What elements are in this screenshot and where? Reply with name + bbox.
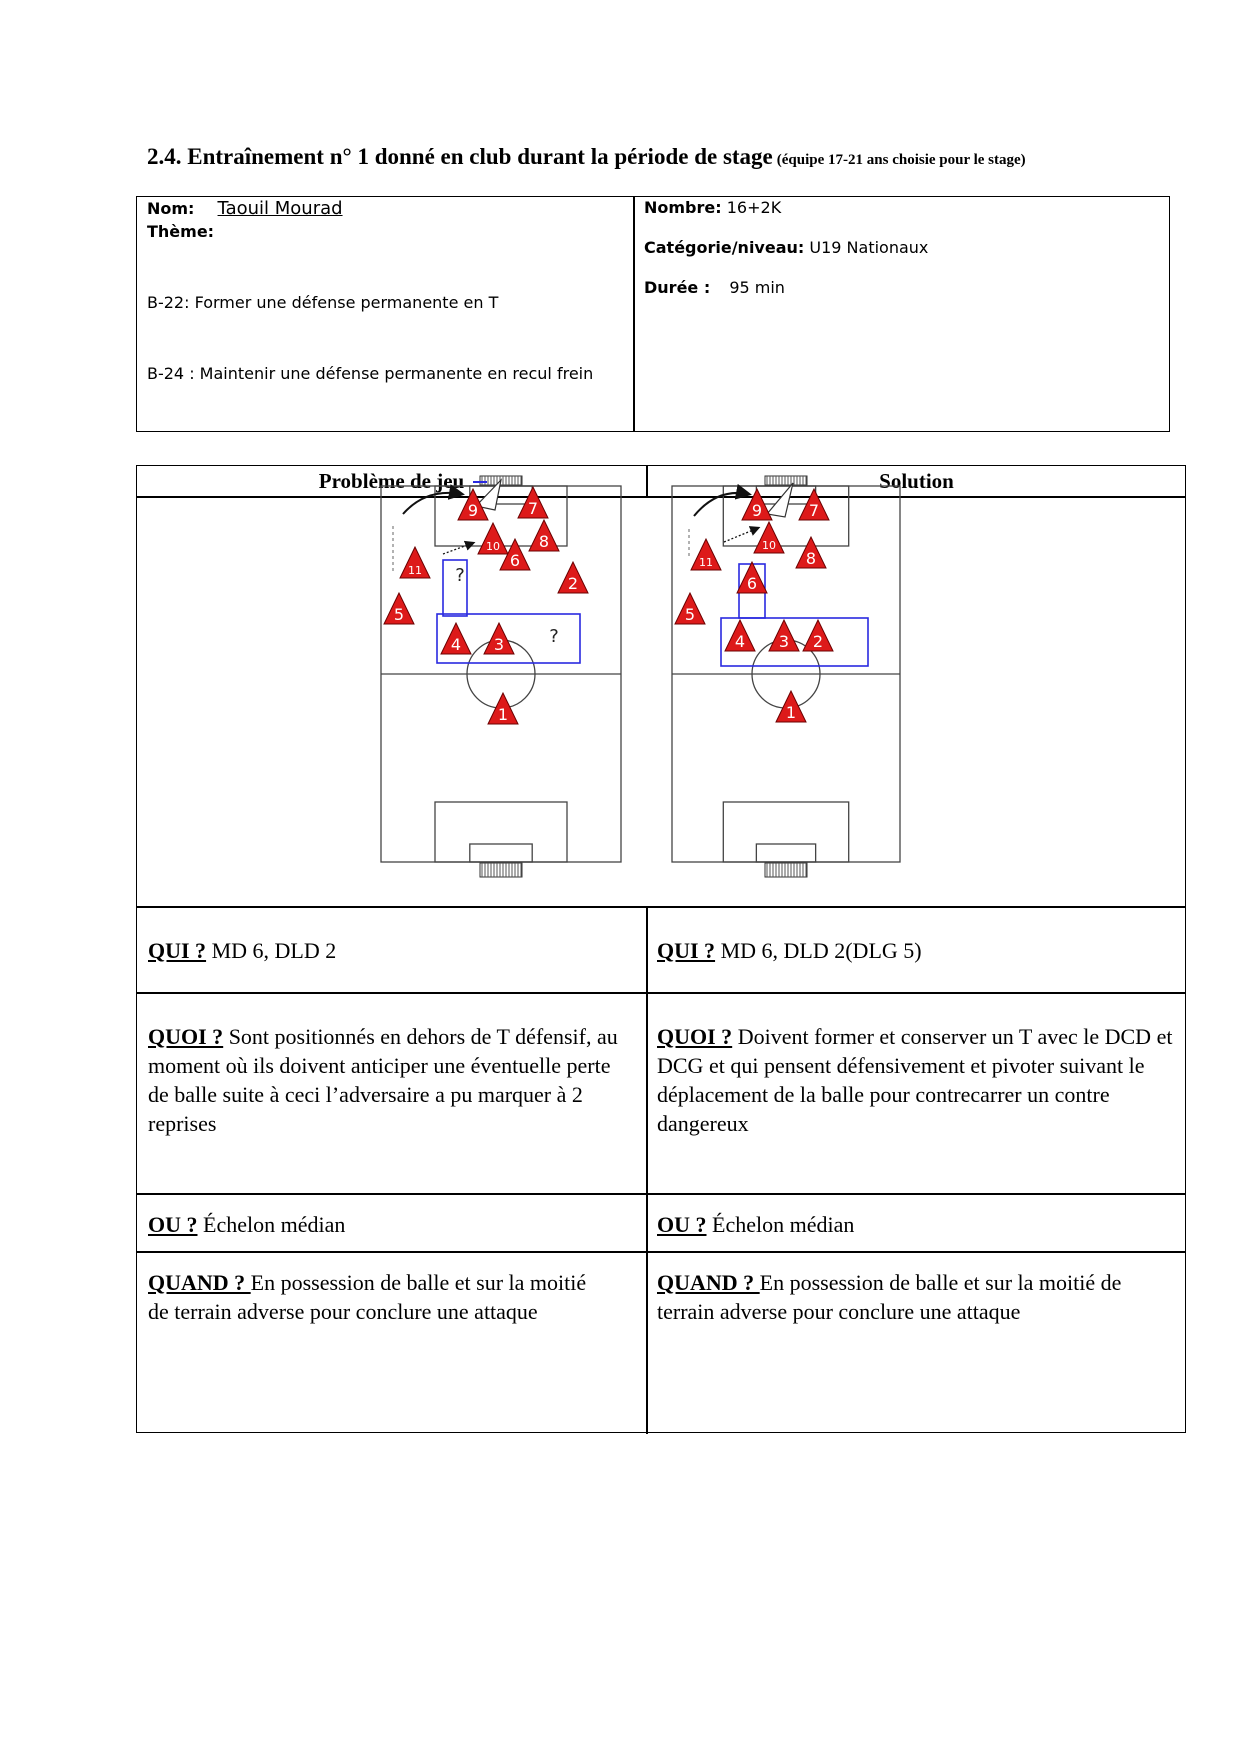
quand-label: QUAND ? <box>657 1270 760 1295</box>
player-8 <box>796 537 826 568</box>
nom-value: Taouil Mourad <box>217 198 343 219</box>
qui-label: QUI ? <box>148 938 207 963</box>
nom-label: Nom: <box>147 199 195 218</box>
player-10 <box>754 522 784 553</box>
question-mark: ? <box>549 626 559 647</box>
pass-curve <box>694 493 748 516</box>
player-8 <box>529 520 559 551</box>
svg-text:9: 9 <box>467 501 479 520</box>
dribble-arrow <box>724 528 758 542</box>
quoi-left: QUOI ? Sont positionnés en dehors de T défensif, au moment où ils doivent anticiper une éventuelle perte de balle suite à ceci l’adversaire a pu marquer à 2 reprises <box>148 1024 618 1136</box>
quand-right: QUAND ? En possession de balle et sur la moitié de terrain adverse pour conclure une attaque <box>657 1270 1122 1324</box>
section-title <box>147 144 1107 169</box>
pass-curve <box>403 493 461 514</box>
nombre-row <box>644 198 781 217</box>
shot-arrow <box>767 483 793 517</box>
quoi-right: QUOI ? Doivent former et conserver un T avec le DCD et DCG et qui pensent défensivement et pivoter suivant le déplacement de la balle pour contrecarrer un contre dangereux <box>657 1024 1173 1136</box>
quand-label: QUAND ? <box>148 1270 251 1295</box>
player-3 <box>769 620 799 651</box>
svg-text:9: 9 <box>751 501 763 520</box>
svg-text:1: 1 <box>497 705 509 724</box>
nombre-value: 16+2K <box>726 198 782 217</box>
svg-text:7: 7 <box>527 499 539 518</box>
quoi-label: QUOI ? <box>657 1024 733 1049</box>
svg-text:8: 8 <box>538 532 550 551</box>
player-1 <box>776 691 806 722</box>
player-1 <box>488 693 518 724</box>
nom-row <box>147 198 343 219</box>
svg-text:6: 6 <box>746 574 758 593</box>
qui-left: QUI ? MD 6, DLD 2 <box>148 938 337 963</box>
svg-text:2: 2 <box>567 574 579 593</box>
theme-item-1: B-22: Former une défense permanente en T <box>147 293 499 312</box>
ou-left: OU ? Échelon médian <box>148 1212 346 1237</box>
info-divider <box>633 197 635 431</box>
top-goal-net <box>765 476 807 485</box>
svg-text:4: 4 <box>734 632 746 651</box>
svg-text:8: 8 <box>805 549 817 568</box>
svg-text:7: 7 <box>808 501 820 520</box>
svg-text:3: 3 <box>493 635 505 654</box>
player-5 <box>384 593 414 624</box>
header-solution: Solution <box>879 469 954 493</box>
solution-diagram <box>662 476 918 878</box>
qui-label: QUI ? <box>657 938 716 963</box>
column-divider <box>646 906 648 1434</box>
dribble-arrow <box>443 543 473 554</box>
problem-diagram <box>381 476 623 878</box>
duree-row <box>644 278 785 297</box>
duree-label: Durée : <box>644 278 711 297</box>
bottom-goal-net <box>765 863 807 877</box>
player-10 <box>478 523 508 554</box>
svg-text:5: 5 <box>684 605 696 624</box>
svg-text:11: 11 <box>699 556 713 569</box>
bottom-penalty-box <box>723 802 848 862</box>
player-4 <box>441 623 471 654</box>
categorie-label: Catégorie/niveau: <box>644 238 805 257</box>
title-sub: (équipe 17-21 ans choisie pour le stage) <box>776 152 1026 168</box>
player-3 <box>484 623 514 654</box>
quoi-label: QUOI ? <box>148 1024 224 1049</box>
player-7 <box>518 487 548 518</box>
player-2 <box>558 562 588 593</box>
svg-text:10: 10 <box>762 539 776 552</box>
ou-label: OU ? <box>148 1212 198 1237</box>
ou-label: OU ? <box>657 1212 707 1237</box>
session-info-table <box>136 196 1170 432</box>
svg-text:6: 6 <box>509 551 521 570</box>
analysis-table <box>136 465 1186 1433</box>
bottom-goal-box <box>756 844 815 862</box>
bottom-goal-box <box>470 844 532 862</box>
player-11 <box>400 547 430 578</box>
theme-item-2: B-24 : Maintenir une défense permanente en recul frein <box>147 364 594 383</box>
player-11 <box>691 539 721 570</box>
nombre-label: Nombre: <box>644 198 722 217</box>
svg-text:3: 3 <box>778 632 790 651</box>
bottom-penalty-box <box>435 802 567 862</box>
player-4 <box>725 620 755 651</box>
qui-right: QUI ? MD 6, DLD 2(DLG 5) <box>657 938 922 963</box>
categorie-row <box>644 238 928 257</box>
duree-value: 95 min <box>729 278 785 297</box>
svg-text:5: 5 <box>393 605 405 624</box>
title-main: 2.4. Entraînement n° 1 donné en club durant la période de stage <box>147 144 773 169</box>
categorie-value: U19 Nationaux <box>809 238 929 257</box>
svg-text:4: 4 <box>450 635 462 654</box>
header-probleme: Problème de jeu <box>318 469 465 493</box>
bottom-goal-net <box>480 863 522 877</box>
player-6 <box>737 562 767 593</box>
ou-right: OU ? Échelon médian <box>657 1212 855 1237</box>
player-2 <box>803 620 833 651</box>
quand-left: QUAND ? En possession de balle et sur la moitié de terrain adverse pour conclure une attaque <box>148 1270 587 1324</box>
svg-text:2: 2 <box>812 632 824 651</box>
svg-text:11: 11 <box>408 564 422 577</box>
theme-label: Thème: <box>147 222 215 241</box>
question-mark: ? <box>455 565 465 586</box>
player-5 <box>675 593 705 624</box>
svg-text:1: 1 <box>785 703 797 722</box>
svg-text:10: 10 <box>486 540 500 553</box>
